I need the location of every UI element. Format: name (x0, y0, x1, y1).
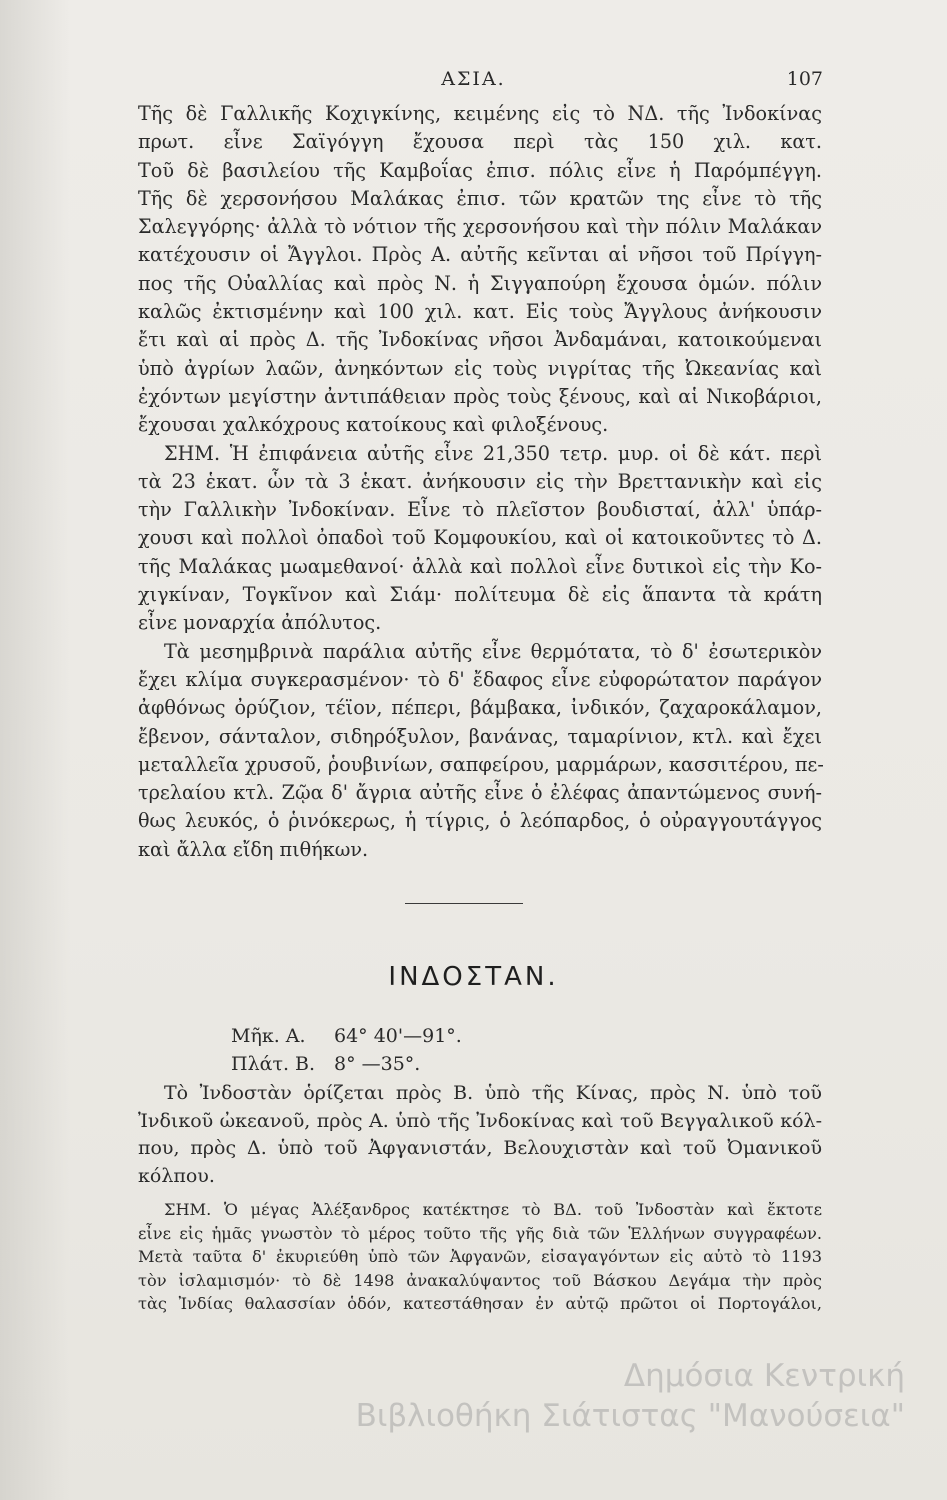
coordinate-value: 64° 40'—91°. (334, 1025, 462, 1047)
page-number: 107 (786, 68, 823, 90)
running-title: ΑΣΙΑ. (441, 68, 506, 90)
page-header (0, 68, 947, 98)
text-line: καλῶς ἐκτισμένην καὶ 100 χιλ. κατ. Εἰς τοὺς Ἄγγλους ἀνήκουσιν (138, 300, 822, 324)
section-text (138, 1080, 822, 1190)
text-line: ὑπὸ ἀγρίων λαῶν, ἀνηκόντων εἰς τοὺς νιγρίτας τῆς Ὠκεανίας καὶ (138, 356, 822, 380)
text-line: πρωτ. εἶνε Σαϊγόγγη ἔχουσα περὶ τὰς 150 χιλ. κατ. (138, 130, 822, 154)
coordinate-label: Πλάτ. Β. (231, 1053, 316, 1075)
text-line: εἶνε μοναρχία ἀπόλυτος. (138, 611, 382, 635)
text-line: θως λευκός, ὁ ῥινόκερως, ἡ τίγρις, ὁ λεόπαρδος, ὁ οὐραγγουτάγγος (138, 809, 822, 833)
text-line: ἔβενον, σάνταλον, σιδηρόξυλον, βανάνας, ταμαρίνιον, κτλ. καὶ ἔχει (138, 724, 822, 748)
note-text (138, 1198, 822, 1316)
text-line: καὶ ἄλλα εἴδη πιθήκων. (138, 837, 369, 861)
coordinate-row (231, 1050, 462, 1078)
body-text (138, 100, 822, 864)
text-line: Σαλεγγόρης· ἀλλὰ τὸ νότιον τῆς χερσονήσου καὶ τὴν πόλιν Μαλάκαν (138, 215, 822, 239)
text-line: ἀφθόνως ὀρύζιον, τέϊον, πέπερι, βάμβακα, ἰνδικόν, ζαχαροκάλαμον, (138, 696, 822, 720)
section-divider (405, 903, 523, 904)
text-line: τρελαίου κτλ. Ζῷα δ' ἄγρια αὐτῆς εἶνε ὁ ἐλέφας ἀπαντώμενος συνή- (138, 781, 822, 805)
text-line: τῆς Μαλάκας μωαμεθανοί· ἀλλὰ καὶ πολλοὶ εἶνε δυτικοὶ εἰς τὴν Κο- (138, 554, 822, 578)
library-watermark-line1: Δημόσια Κεντρική (623, 1358, 905, 1394)
text-line: ἔχει κλίμα συγκερασμένον· τὸ δ' ἔδαφος εἶνε εὐφορώτατον παράγον (138, 667, 822, 691)
coordinate-label: Μῆκ. Α. (231, 1025, 306, 1047)
text-line: Ἰνδικοῦ ὠκεανοῦ, πρὸς Α. ὑπὸ τῆς Ἰνδοκίνας καὶ τοῦ Βεγγαλικοῦ κόλ- (138, 1109, 822, 1132)
text-line: τὴν Γαλλικὴν Ἰνδοκίναν. Εἶνε τὸ πλεῖστον βουδισταί, ἀλλ' ὑπάρ- (138, 498, 822, 522)
text-line: τὰς Ἰνδίας θαλασσίαν ὁδόν, κατεστάθησαν ἐν αὐτῷ πρῶτοι οἱ Πορτογάλοι, (138, 1294, 822, 1314)
coordinate-row (231, 1022, 462, 1050)
text-line: ΣΗΜ. Ἡ ἐπιφάνεια αὐτῆς εἶνε 21,350 τετρ. μυρ. οἱ δὲ κάτ. περὶ (164, 441, 822, 465)
text-line: πος τῆς Οὐαλλίας καὶ πρὸς Ν. ἡ Σιγγαπούρη ἔχουσα ὁμών. πόλιν (138, 271, 822, 295)
text-line: τὸν ἰσλαμισμόν· τὸ δὲ 1498 ἀνακαλύψαντος τοῦ Βάσκου Δεγάμα τὴν πρὸς (138, 1270, 822, 1290)
text-line: Τῆς δὲ χερσονήσου Μαλάκας ἐπισ. τῶν κρατῶν της εἶνε τὸ τῆς (138, 186, 822, 210)
text-line: Τὰ μεσημβρινὰ παράλια αὐτῆς εἶνε θερμότατα, τὸ δ' ἐσωτερικὸν (164, 639, 822, 663)
text-line: ἔτι καὶ αἱ πρὸς Δ. τῆς Ἰνδοκίνας νῆσοι Ἀνδαμάναι, κατοικούμεναι (138, 328, 822, 352)
text-line: ἔχουσαι χαλκόχρους κατοίκους καὶ φιλοξένους. (138, 413, 609, 437)
section-heading: ΙΝΔΟΣΤΑΝ. (388, 962, 559, 992)
text-line: Τὸ Ἰνδοστὰν ὁρίζεται πρὸς Β. ὑπὸ τῆς Κίνας, πρὸς Ν. ὑπὸ τοῦ (164, 1082, 822, 1104)
text-line: εἶνε εἰς ἡμᾶς γνωστὸν τὸ μέρος τοῦτο τῆς γῆς διὰ τῶν Ἑλλήνων συγγραφέων. (138, 1223, 822, 1243)
library-watermark-line2: Βιβλιοθήκη Σιάτιστας "Μανούσεια" (355, 1398, 905, 1434)
text-line: που, πρὸς Δ. ὑπὸ τοῦ Ἀφγανιστάν, Βελουχιστὰν καὶ τοῦ Ὀμανικοῦ (138, 1137, 822, 1159)
text-line: τὰ 23 ἑκατ. ὧν τὰ 3 ἑκατ. ἀνήκουσιν εἰς τὴν Βρεττανικὴν καὶ εἰς (138, 469, 822, 493)
text-line: χιγκίναν, Τογκῖνον καὶ Σιάμ· πολίτευμα δὲ εἰς ἅπαντα τὰ κράτη (138, 583, 822, 607)
text-line: κόλπου. (138, 1164, 215, 1187)
coordinate-value: 8° —35°. (334, 1053, 421, 1075)
text-line: Μετὰ ταῦτα δ' ἐκυριεύθη ὑπὸ τῶν Ἀφγανῶν, εἰσαγαγόντων εἰς αὐτὸ τὸ 1193 (138, 1247, 822, 1267)
text-line: ΣΗΜ. Ὁ μέγας Ἀλέξανδρος κατέκτησε τὸ ΒΔ. τοῦ Ἰνδοστὰν καὶ ἔκτοτε (164, 1200, 822, 1219)
text-line: κατέχουσιν οἱ Ἄγγλοι. Πρὸς Α. αὐτῆς κεῖνται αἱ νῆσοι τοῦ Πρίγγη- (138, 243, 822, 267)
scan-edge-shadow (0, 0, 70, 1500)
text-line: ἐχόντων μεγίστην ἀντιπάθειαν πρὸς τοὺς ξένους, καὶ αἱ Νικοβάριοι, (138, 384, 822, 408)
text-line: μεταλλεῖα χρυσοῦ, ῥουβινίων, σαπφείρου, μαρμάρων, κασσιτέρου, πε- (138, 752, 824, 776)
text-line: Τῆς δὲ Γαλλικῆς Κοχιγκίνης, κειμένης εἰς τὸ ΝΔ. τῆς Ἰνδοκίνας (138, 102, 822, 125)
coordinates-block (231, 1022, 462, 1078)
text-line: Τοῦ δὲ βασιλείου τῆς Καμβοΐας ἐπισ. πόλις εἶνε ἡ Παρόμπέγγη. (138, 158, 822, 182)
text-line: χουσι καὶ πολλοὶ ὀπαδοὶ τοῦ Κομφουκίου, καὶ οἱ κατοικοῦντες τὸ Δ. (138, 526, 822, 550)
